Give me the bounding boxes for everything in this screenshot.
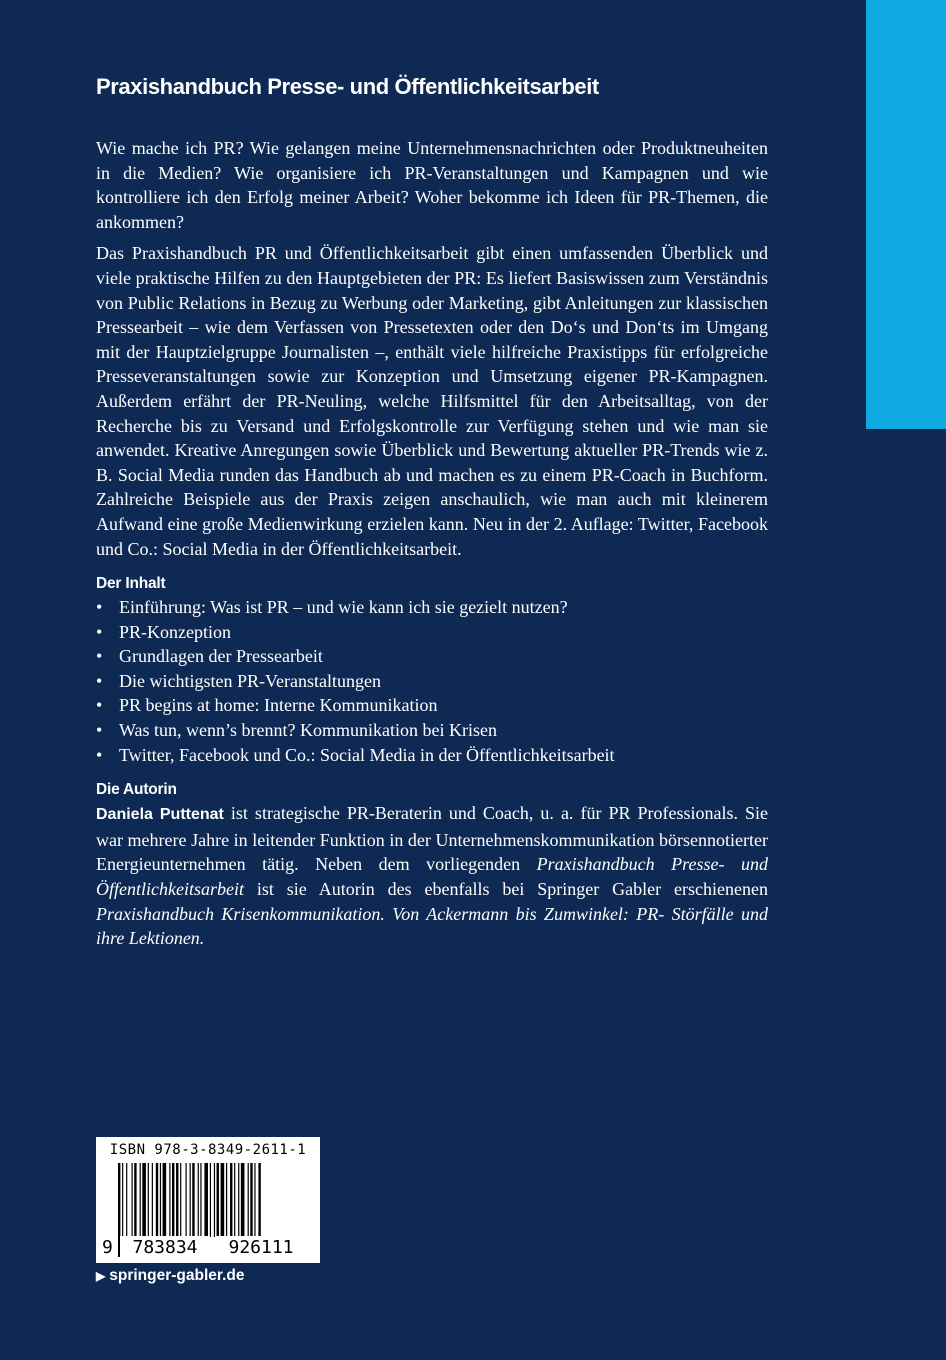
back-cover-text (96, 136, 768, 951)
description-paragraph: Das Praxishandbuch PR und Öffentlichkeitsarbeit gibt einen umfassenden Überblick und viele praktische Hilfen zu den Hauptgebieten der PR: Es liefert Basiswissen zum Verständnis von Public Relations in Bezug zu Werbung oder Marketing, gibt Anleitungen zur klassischen Pressearbeit – wie dem Verfassen von Pressetexten oder den Do‘s und Don‘ts im Umgang mit der Hauptzielgruppe Journalisten –, enthält viele hilfreiche Praxistipps für erfolgreiche Presseveranstaltungen sowie zur Konzeption und Umsetzung eigener PR-Kampagnen. Außerdem erfährt der PR-Neuling, welche Hilfsmittel für den Arbeitsalltag, von der Recherche bis zu Versand und Erfolgskontrolle zur Verfügung stehen und wie man sie anwendet. Kreative Anregungen sowie Überblick und Bewertung aktueller PR-Trends wie z. B. Social Media runden das Handbuch ab und machen es zu einem PR-Coach in Buchform. Zahlreiche Beispiele aus der Praxis zeigen anschaulich, wie man auch mit kleinerem Aufwand eine große Medienwirkung erzielen kann. Neu in der 2. Auflage: Twitter, Facebook und Co.: Social Media in der Öffentlichkeitsarbeit. (96, 243, 768, 559)
barcode-bar (156, 1163, 158, 1237)
contents-heading: Der Inhalt (96, 575, 166, 593)
barcode-bar (210, 1163, 211, 1237)
barcode-digit-first: 9 (102, 1237, 113, 1258)
barcode-bar (163, 1163, 167, 1237)
barcode-bar (122, 1163, 123, 1237)
contents-list (96, 595, 768, 767)
barcode-bar (172, 1163, 174, 1237)
bullet-icon: • (96, 720, 103, 741)
isbn-label: ISBN 978-3-8349-2611-1 (109, 1142, 307, 1158)
barcode-bar (148, 1163, 149, 1237)
barcode-bar (204, 1163, 208, 1237)
barcode-bar (248, 1163, 249, 1237)
list-item: • Einführung: Was ist PR – und wie kann ich sie gezielt nutzen? (96, 595, 768, 620)
bullet-icon: • (96, 597, 103, 618)
list-item: • Was tun, wenn’s brennt? Kommunikation bei Krisen (96, 718, 768, 743)
barcode-bar (241, 1163, 245, 1237)
barcode-bar (186, 1163, 187, 1237)
intro-paragraph: Wie mache ich PR? Wie gelangen meine Unternehmensnachrichten oder Produktneuheiten in die Medien? Wie organisiere ich PR-Veranstaltungen und Kampagnen und wie kontrolliere ich den Erfolg meiner Arbeit? Woher bekomme ich Ideen für PR-Themen, die ankommen? (96, 138, 768, 232)
author-name: Daniela Puttenat (96, 806, 224, 824)
barcode-bar (169, 1163, 170, 1237)
barcode-bar (234, 1163, 235, 1237)
bullet-icon: • (96, 744, 103, 765)
arrow-right-icon: ▶ (96, 1269, 106, 1283)
bullet-icon: • (96, 670, 103, 691)
barcode-bar (142, 1163, 146, 1237)
author-heading: Die Autorin (96, 781, 177, 799)
barcode-bar (230, 1163, 232, 1237)
list-item: • Grundlagen der Pressearbeit (96, 644, 768, 669)
list-item: • PR begins at home: Interne Kommunikation (96, 693, 768, 718)
barcode-bar (226, 1163, 227, 1237)
barcode-bar (254, 1163, 255, 1237)
barcode-bar (200, 1163, 201, 1237)
barcode-bar (134, 1163, 136, 1237)
book-title-2: Praxishandbuch Krisenkommunikation. Von Ackermann bis Zumwinkel: PR- Störfälle und ihre Lektionen. (96, 903, 768, 949)
barcode-bar (192, 1163, 194, 1237)
barcode-bar (160, 1163, 161, 1237)
list-item: • PR-Konzeption (96, 620, 768, 645)
barcode-digits-right: 926111 (216, 1236, 306, 1260)
book-title-1: Praxishandbuch Presse- und Öffentlichkeitsarbeit (96, 854, 768, 900)
barcode-digits-left: 783834 (120, 1236, 210, 1260)
barcode-bar (250, 1163, 252, 1237)
publisher-url: springer-gabler.de (109, 1267, 245, 1284)
barcode-bar (126, 1163, 127, 1237)
bullet-icon: • (96, 646, 103, 667)
barcode-bar (132, 1163, 133, 1237)
accent-color-bar (866, 0, 946, 429)
barcode-bar (238, 1163, 239, 1237)
bullet-icon: • (96, 695, 103, 716)
barcode-bar (176, 1163, 178, 1237)
barcode-bar (180, 1163, 181, 1237)
barcode-bar (198, 1163, 199, 1237)
bullet-icon: • (96, 621, 103, 642)
page-title: Praxishandbuch Presse- und Öffentlichkeitsarbeit (96, 74, 599, 99)
barcode-bar (152, 1163, 153, 1237)
barcode-bar (221, 1163, 225, 1237)
list-item: • Die wichtigsten PR-Veranstaltungen (96, 669, 768, 694)
barcode-bar (140, 1163, 141, 1237)
barcode-bar (217, 1163, 219, 1237)
author-bio: Daniela Puttenat ist strategische PR-Beraterin und Coach, u. a. für PR Professionals. Sie war mehrere Jahre in leitender Funktion in der Unternehmenskommunikation börsennotierter Energieunternehmen tätig. Neben dem vorliegenden Praxishandbuch Presse- und Öffentlichkeitsarbeit ist sie Autorin des ebenfalls bei Springer Gabler erschienenen Praxishandbuch Krisenkommunikation. Von Ackermann bis Zumwinkel: PR- Störfälle und ihre Lektionen. (96, 803, 769, 949)
isbn-barcode-box (96, 1137, 320, 1263)
barcode-bar (214, 1163, 215, 1237)
list-item: • Twitter, Facebook und Co.: Social Media in der Öffentlichkeitsarbeit (96, 743, 768, 768)
publisher-link[interactable] (96, 1266, 244, 1286)
